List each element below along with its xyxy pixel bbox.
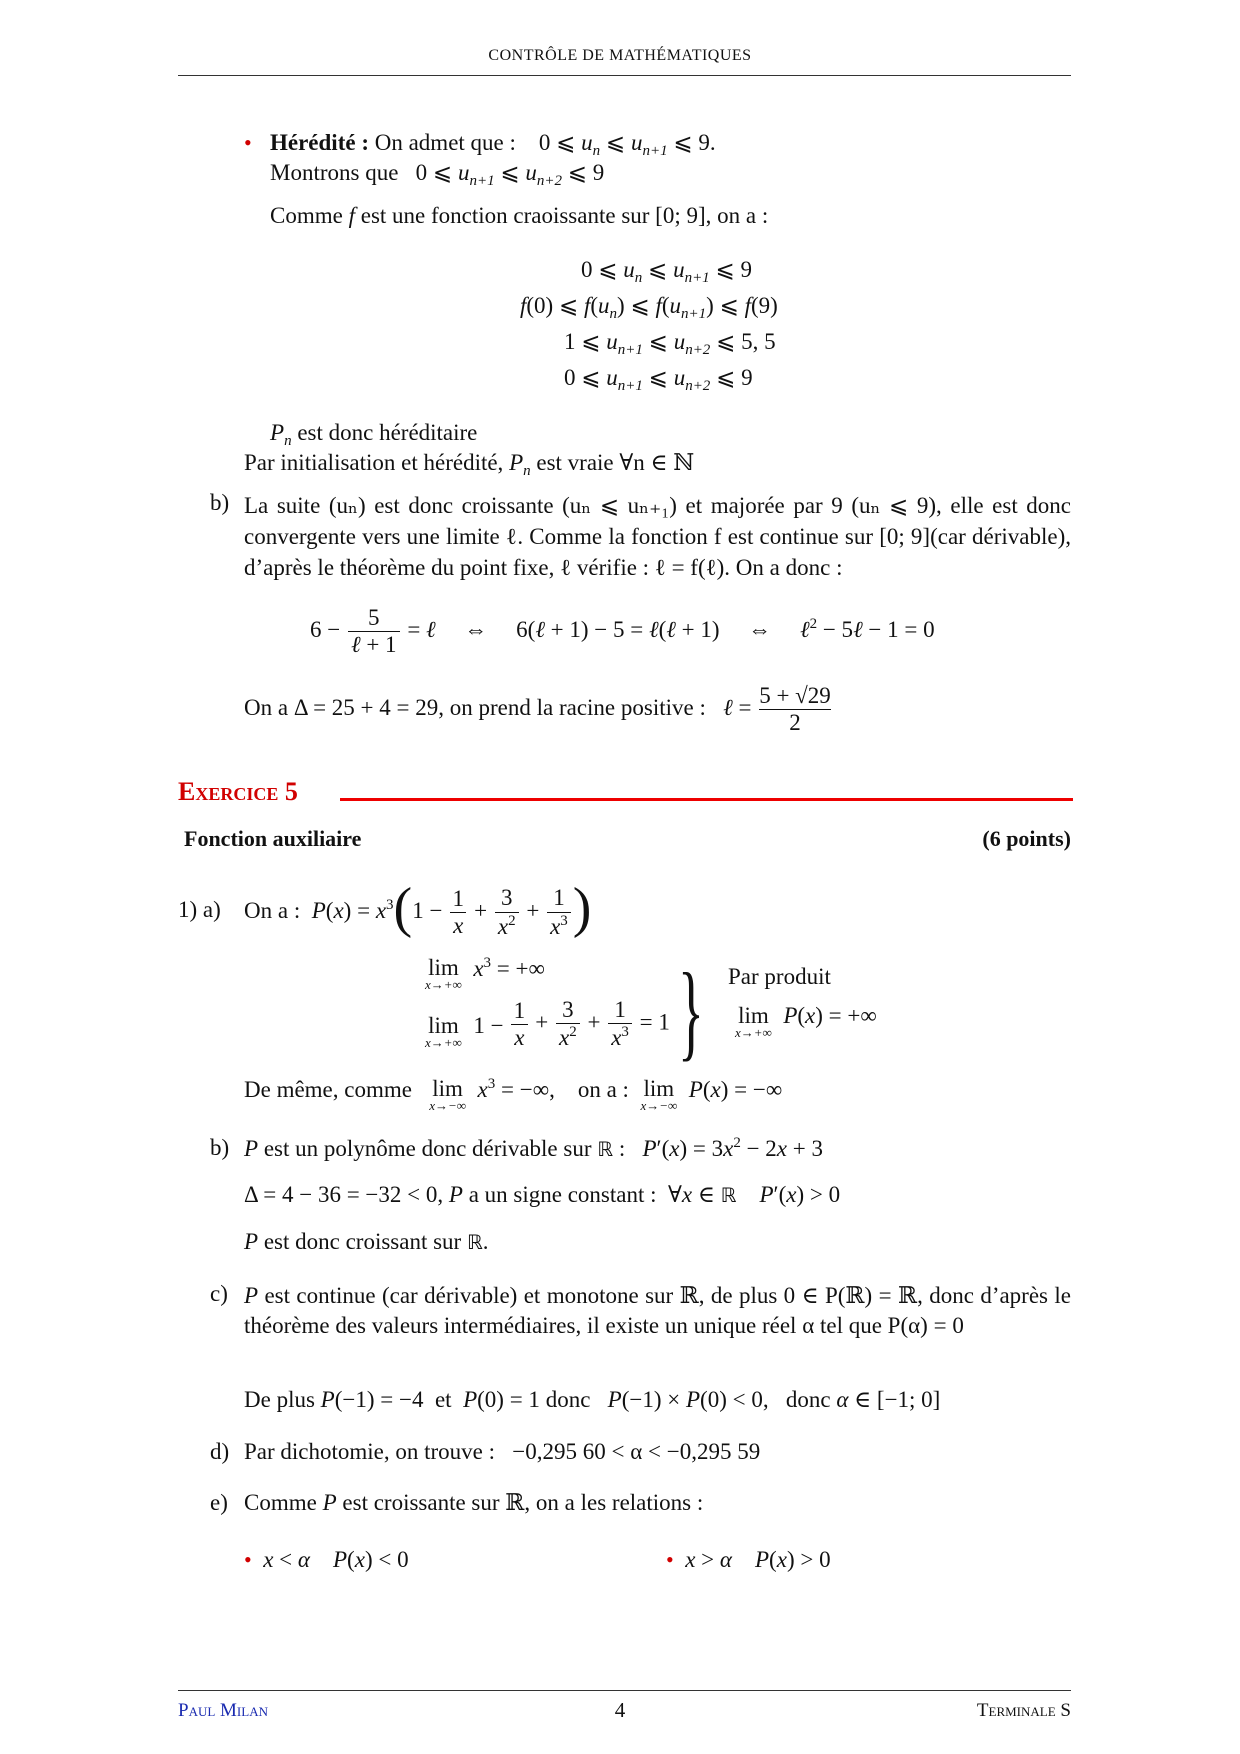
- q1d-line: [244, 1439, 760, 1465]
- q1b-delta: Δ = 4 − 36 = −32 < 0,: [244, 1182, 444, 1207]
- delta-line: On a Δ = 25 + 4 = 29, on prend la racine positive : ℓ = $\frac{5 + √29}{2}$: [244, 683, 831, 736]
- q1b-label: b): [210, 1135, 230, 1160]
- induction-line: Par initialisation et hérédité, $P_n$ est vraie ∀n ∈ ℕ: [244, 450, 695, 479]
- header-rule: [178, 75, 1071, 76]
- q1c-text: est continue (car dérivable) et monotone sur ℝ, de plus 0 ∈ P(ℝ) = ℝ, donc d’après le théorème des valeurs intermédiaires, il existe un unique réel α tel que P(α) = 0: [244, 1283, 1071, 1338]
- heredite-admit: On admet que :: [374, 130, 516, 155]
- heredite-line3: Comme f est une fonction craoissante sur [0; 9], on a :: [270, 203, 769, 228]
- page-header: CONTRÔLE DE MATHÉMATIQUES: [488, 47, 752, 64]
- q1c-deplus: De plus P(−1) = −4 et P(0) = 1 donc P(−1) × P(0) < 0, donc α ∈ [−1; 0]: [244, 1387, 941, 1412]
- part-b-text: La suite (uₙ) est donc croissante (uₙ ⩽ uₙ₊₁) et majorée par 9 (uₙ ⩽ 9), elle est donc convergente vers une limite ℓ. Comme la fonction f est continue sur [0; 9](car dérivable), d’après le théorème du point fixe, ℓ vérifie : ℓ = f(ℓ). On a donc :: [244, 493, 1071, 580]
- exercise5-points: (6 points): [982, 826, 1071, 851]
- pn-conclusion: est donc héréditaire: [297, 420, 478, 445]
- heredite-comme: Comme: [270, 203, 343, 228]
- ineq-3: 1 ⩽ $u_{n+1}$ ⩽ $u_{n+2}$ ⩽ 5, 5: [564, 329, 776, 358]
- lim-paren: lim x→+∞ 1 − $\frac{1}{x}$ + $\frac{3}{x^2}$ + $\frac{1}{x^3}$ = 1: [425, 997, 670, 1051]
- right-brace: }: [678, 952, 704, 1071]
- q1b-line2: Δ = 4 − 36 = −32 < 0, P a un signe constant : ∀x ∈ ℝ P′(x) > 0: [244, 1182, 841, 1207]
- q1d-text: Par dichotomie, on trouve :: [244, 1439, 496, 1464]
- footer-level: Terminale S: [976, 1700, 1071, 1721]
- q1d-interval: −0,295 60 < α < −0,295 59: [512, 1439, 761, 1464]
- heredite-comme-rest: est une fonction craoissante sur [0; 9], on a :: [360, 203, 769, 228]
- q1e-pre: Comme: [244, 1490, 317, 1515]
- heredite-line1: Hérédité : On admet que : 0 ⩽ $u_n$ ⩽ $u_{n+1}$ ⩽ 9.: [270, 130, 716, 159]
- heredite-line2: Montrons que 0 ⩽ $u_{n+1}$ ⩽ $u_{n+2}$ ⩽ 9: [270, 160, 605, 189]
- exercise5-subtitle: Fonction auxiliaire: [184, 826, 362, 851]
- de-meme-line: De même, comme lim x→−∞ $x^3$ = −∞, on a : lim x→−∞ P(x) = −∞: [244, 1076, 783, 1113]
- q1c-donc2: donc: [785, 1387, 831, 1412]
- fixed-point-equation: 6 − $\frac{5}{\text{ℓ + 1}}$ = ℓ ⇔ 6(ℓ + 1) − 5 = ℓ(ℓ + 1) ⇔ ℓ$^2$ − 5ℓ − 1 = 0: [310, 605, 935, 658]
- part-b-label: b): [210, 490, 230, 515]
- q1a-text: On a :: [244, 898, 301, 923]
- induction-end: est vraie ∀n ∈ ℕ: [536, 450, 695, 475]
- ineq-4: 0 ⩽ $u_{n+1}$ ⩽ $u_{n+2}$ ⩽ 9: [564, 365, 753, 394]
- relation-left: • x < α P(x) < 0: [244, 1547, 409, 1572]
- q1a-formula: On a : $P(x) = x^3(1$ − $\frac{1}{x}$ + $\frac{3}{x^2}$ + $\frac{1}{x^3}$ ): [244, 877, 592, 939]
- q1b-sign: a un signe constant :: [468, 1182, 657, 1207]
- q1b-line1: P est un polynôme donc dérivable sur ℝ : $P'(x) = 3x^2 - 2x + 3$: [244, 1135, 823, 1161]
- q1e-post: est croissante sur ℝ, on a les relations :: [342, 1490, 704, 1515]
- q1b-line3: P est donc croissant sur ℝ.: [244, 1229, 489, 1254]
- q1e-label: e): [210, 1490, 228, 1515]
- ineq-1: 0 ⩽ $u_n$ ⩽ $u_{n+1}$ ⩽ 9: [581, 257, 752, 286]
- q1c-and: et: [434, 1387, 452, 1412]
- par-produit: Par produit: [728, 964, 831, 989]
- induction-text: Par initialisation et hérédité,: [244, 450, 504, 475]
- q1b-conclusion: est donc croissant sur: [263, 1229, 462, 1254]
- q1d-label: d): [210, 1439, 230, 1464]
- q1c-donc: donc: [545, 1387, 591, 1412]
- q1c-label: c): [210, 1281, 228, 1306]
- exercise5-rule: [340, 798, 1073, 801]
- on-a-text: on a :: [577, 1077, 629, 1102]
- q1e-line: Comme P est croissante sur ℝ, on a les relations :: [244, 1490, 704, 1515]
- bullet-heredite: •: [244, 130, 252, 155]
- footer-page: 4: [614, 1698, 626, 1722]
- delta-text: On a Δ = 25 + 4 = 29, on prend la racine positive :: [244, 695, 706, 721]
- ineq-2: f(0) ⩽ $f(u_n)$ ⩽ $f(u_{n+1})$ ⩽ f(9): [520, 293, 778, 322]
- q1b-text1: est un polynôme donc dérivable sur: [263, 1136, 592, 1161]
- lim-P-plus: lim x→+∞ P(x) = +∞: [735, 1003, 877, 1040]
- heredite-show: Montrons que: [270, 160, 399, 185]
- pn-hereditary: $P_n$ est donc héréditaire: [270, 420, 478, 449]
- q1c-text-wrap: P est continue (car dérivable) et monotone sur ℝ, de plus 0 ∈ P(ℝ) = ℝ, donc d’après le théorème des valeurs intermédiaires, il existe un unique réel α tel que P(α) = 0: [244, 1283, 1071, 1338]
- relation-right: • x > α P(x) > 0: [666, 1547, 831, 1572]
- q1a-label: 1) a): [178, 897, 221, 922]
- footer-rule: [178, 1690, 1071, 1691]
- de-meme-text: De même, comme: [244, 1077, 412, 1102]
- exercise5-title: Exercice 5: [178, 777, 298, 806]
- lim-x3: lim x→+∞ $x^3$ = +∞: [425, 955, 545, 992]
- q1c-deplus-text: De plus: [244, 1387, 315, 1412]
- heredite-label: Hérédité :: [270, 130, 369, 155]
- footer-author: Paul Milan: [178, 1700, 268, 1721]
